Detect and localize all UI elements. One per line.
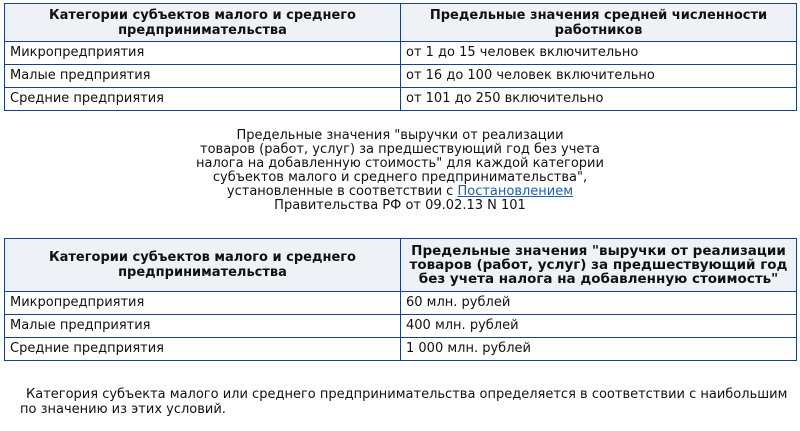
employee-limits-table bbox=[4, 3, 797, 111]
caption-text: установленные в соответствии с bbox=[226, 184, 458, 199]
table-row bbox=[5, 292, 797, 315]
row-category: Средние предприятия bbox=[5, 338, 401, 361]
row-value: 1 000 млн. рублей bbox=[401, 338, 797, 361]
table-row bbox=[5, 338, 797, 361]
row-value: от 1 до 15 человек включительно bbox=[401, 42, 797, 65]
column-header-employee-limit: Предельные значения средней численности работников bbox=[401, 4, 797, 42]
row-value: 400 млн. рублей bbox=[401, 315, 797, 338]
row-value: 60 млн. рублей bbox=[401, 292, 797, 315]
row-value: от 16 до 100 человек включительно bbox=[401, 65, 797, 88]
column-header-category: Категории субъектов малого и среднего предпринимательства bbox=[5, 239, 401, 292]
table-row bbox=[5, 65, 797, 88]
resolution-link[interactable]: Постановлением bbox=[457, 184, 574, 199]
row-category: Малые предприятия bbox=[5, 315, 401, 338]
table-header-row bbox=[5, 239, 797, 292]
column-header-revenue-limit: Предельные значения "выручки от реализации товаров (работ, услуг) за предшествующий год без учета налога на добавленную стоимость" bbox=[401, 239, 797, 292]
table-header-row bbox=[5, 4, 797, 42]
category-note: Категория субъекта малого или среднего предпринимательства определяется в соответствии с наибольшим по значению из этих условий. bbox=[20, 387, 788, 417]
caption-line: субъектов малого и среднего предпринимательства", bbox=[212, 170, 588, 185]
row-value: от 101 до 250 включительно bbox=[401, 88, 797, 111]
revenue-caption bbox=[150, 129, 650, 213]
table-row bbox=[5, 88, 797, 111]
row-category: Микропредприятия bbox=[5, 42, 401, 65]
row-category: Микропредприятия bbox=[5, 292, 401, 315]
caption-line: Правительства РФ от 09.02.13 N 101 bbox=[274, 198, 526, 213]
row-category: Средние предприятия bbox=[5, 88, 401, 111]
table-row bbox=[5, 42, 797, 65]
revenue-limits-table bbox=[4, 238, 797, 361]
table-row bbox=[5, 315, 797, 338]
row-category: Малые предприятия bbox=[5, 65, 401, 88]
caption-line: товаров (работ, услуг) за предшествующий год без учета bbox=[200, 142, 600, 157]
caption-line: Предельные значения "выручки от реализации bbox=[236, 128, 564, 143]
column-header-category: Категории субъектов малого и среднего предпринимательства bbox=[5, 4, 401, 42]
caption-line: налога на добавленную стоимость" для каждой категории bbox=[196, 156, 604, 171]
caption-line bbox=[150, 185, 650, 199]
